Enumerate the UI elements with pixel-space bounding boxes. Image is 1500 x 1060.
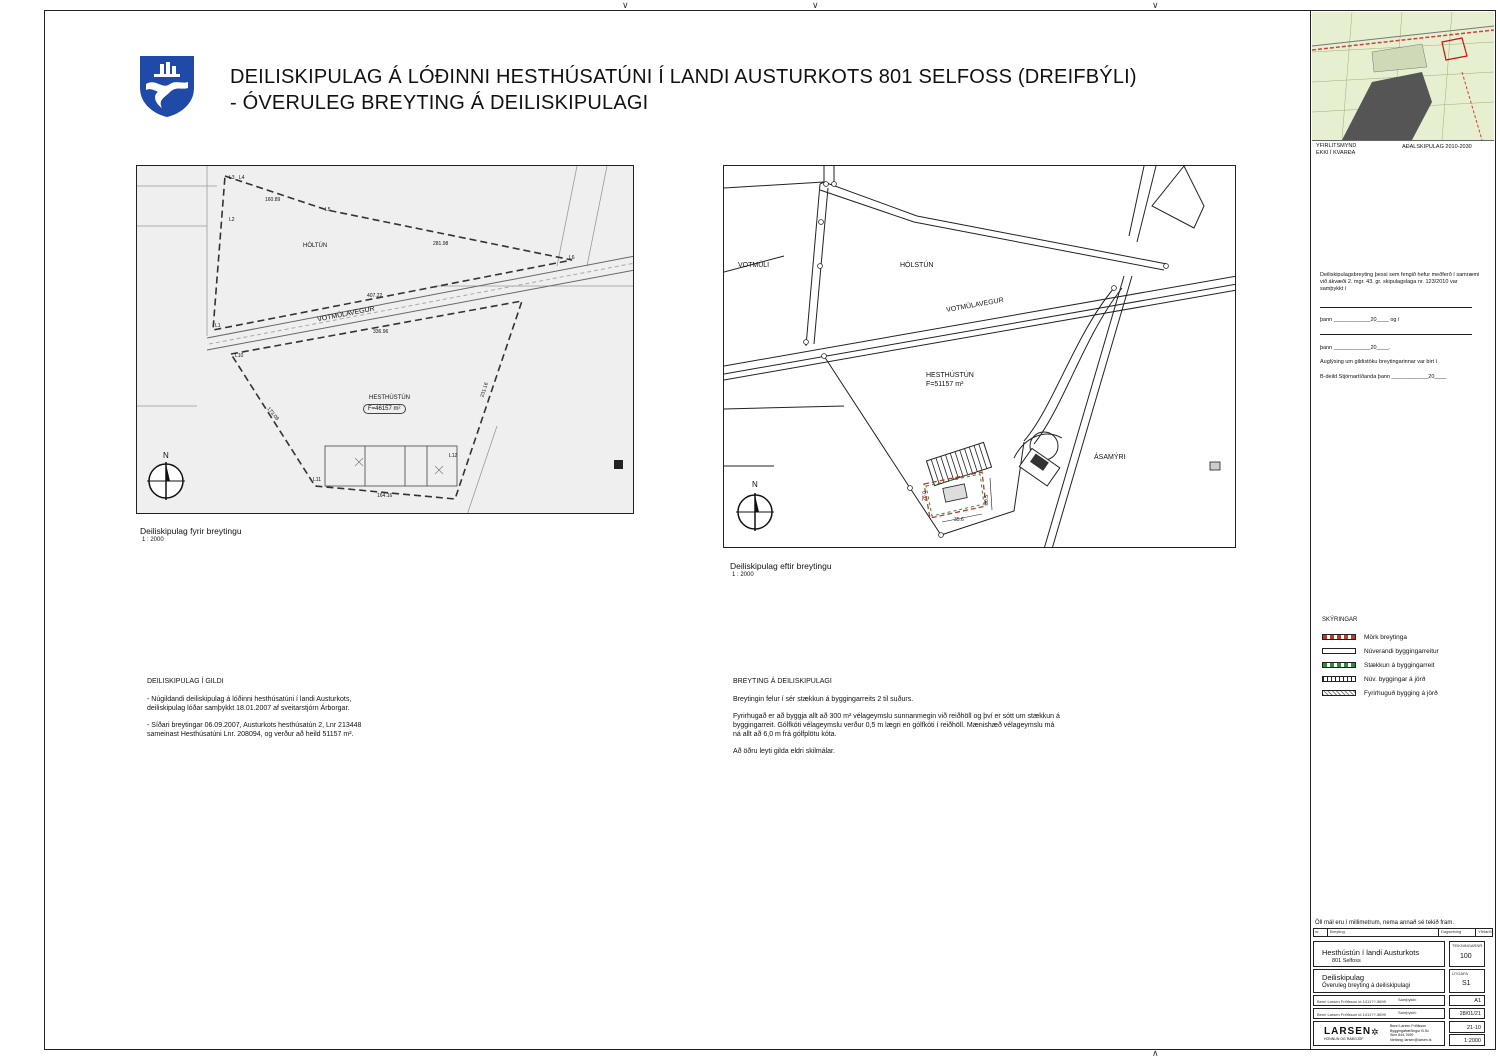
overview-label-right: AÐALSKIPULAG 2010-2030 (1402, 144, 1472, 150)
sheet-box (1313, 969, 1445, 993)
approval-line-1 (1320, 307, 1472, 308)
section-change-p2: Fyrirhugað er að byggja allt að 300 m² vélageymslu sunnanmegin við reiðhöll og því er sótt um stækkun á byggingarreit. Gólfkóti vélageymslu verður 0,5 m lægri en gólfkóti í reiðhöll. Mænishæð vélageymslu má ná allt að 6,0 m frá gólfplötu kóta. (733, 713, 1060, 738)
map-before-drawing (137, 166, 634, 514)
sheet-code-label: ÚTGÁFA (1452, 971, 1469, 976)
drawing-number: 100 (1460, 953, 1472, 960)
caption-after: Deiliskipulag eftir breytingu (730, 561, 832, 571)
section-current-heading: DEILISKIPULAG Í GILDI (147, 678, 224, 685)
pt-l11: L11 (313, 477, 321, 483)
title-line-2: - ÓVERULEG BREYTING Á DEILISKIPULAGI (230, 92, 649, 114)
section-current-p2: - Síðari breytingar 06.09.2007, Austurkots hesthúsatún 2, Lnr 213448 sameinast Hesthúsatúni Lnr. 208094, og verður að heild 51157 m². (147, 722, 362, 738)
section-change-p1: Breytingin felur í sér stækkun á byggingarreits 2 til suðurs. (733, 696, 914, 703)
designer-1: Benri Larsen Friðfsson kt.1411??-5699 (1317, 999, 1386, 1004)
legend-item-existing-buildings (1322, 672, 1482, 686)
section-change-heading: BREYTING Á DEILISKIPULAGI (733, 678, 832, 685)
publication-text: Auglýsing um gildistöku breytingarinnar var birt í (1320, 359, 1438, 365)
pt-l4: L4 (239, 175, 245, 181)
dim-4: 336.96 (373, 329, 389, 335)
legend-label-0: Mörk breytinga (1364, 633, 1407, 641)
sig-label-2: Samþykkt: (1398, 1010, 1417, 1015)
top-tick-1: ∨ (622, 0, 629, 10)
pt-l12: L12 (449, 453, 458, 459)
label-holstun: HÓLSTÚN (900, 262, 934, 269)
project-subtitle: 801 Selfoss (1332, 958, 1361, 964)
legend-label-4: Fyrirhuguð bygging á jörð (1364, 689, 1438, 697)
firm-logo-text: LARSEN (1324, 1026, 1372, 1037)
pt-l10: L10 (235, 353, 244, 359)
firm-box (1313, 1021, 1445, 1046)
scale-value: 1:2000 (1464, 1038, 1481, 1044)
top-tick-2: ∨ (812, 0, 819, 10)
number-box (1449, 1021, 1485, 1033)
section-change-p3: Að öðru leyti gilda eldri skilmálar. (733, 748, 835, 755)
legend-label-1: Núverandi byggingarreitur (1364, 647, 1439, 655)
sheet-title: Deiliskipulag (1322, 973, 1365, 982)
label-hesthustun-after: HESTHÚSTÚN (926, 372, 974, 379)
legend-symbol-red-dash (1322, 634, 1356, 640)
sheet-subtitle: Óveruleg breyting á deiliskipulagi (1322, 983, 1411, 989)
north-label-before: N (163, 451, 169, 460)
units-note: Öll mál eru í millimetrum, nema annað sé tekið fram. (1315, 920, 1455, 926)
sig-label-1: Samþykkt: (1398, 997, 1417, 1002)
drawing-number-label: TEIKNINGARNR. (1452, 943, 1484, 948)
designer-row-1 (1313, 995, 1445, 1006)
label-road-after: VOTMÚLAVEGUR (945, 297, 1005, 315)
map-after (723, 165, 1236, 548)
north-label-after: N (752, 480, 758, 489)
project-box (1313, 941, 1445, 967)
firm-contact: Benri Larsen Friðfsson Byggingafræðingur B.Sc Sími 844-7699 Netfang: larsen@larsen.is (1390, 1024, 1432, 1042)
label-votmuli: VOTMÚLI (738, 262, 770, 269)
legend-label-3: Núv. byggingar á jörð (1364, 675, 1426, 683)
date-box (1449, 1008, 1485, 1019)
existing-building-hatch (926, 442, 991, 485)
designer-row-2 (1313, 1008, 1445, 1019)
firm-logo-icon: ✲ (1371, 1027, 1379, 1037)
dim-3: 407.22 (367, 293, 383, 299)
pt-l6: L6 (569, 255, 575, 261)
rev-col-checked: Yfirfarið (1478, 929, 1492, 934)
label-road-before: VOTMÚLAVEGUR (316, 305, 376, 324)
designer-2: Benri Larsen Friðfsson kt.1411??-5699 (1317, 1012, 1386, 1017)
dim-6: 231.16 (479, 381, 490, 399)
legend-label-2: Stækkun á byggingarreit (1364, 661, 1435, 669)
document-title (230, 64, 1137, 116)
label-area-before: F=46157 m² (363, 404, 406, 414)
title-block-column (1310, 10, 1496, 1050)
scale-box (1449, 1034, 1485, 1046)
map-before (136, 165, 634, 514)
scale-before: 1 : 2000 (142, 537, 164, 543)
overview-label-left: YFIRLITSMYND EKKI Í KVARÐA (1316, 143, 1357, 156)
sheet-code: S1 (1462, 980, 1471, 987)
overview-map (1312, 12, 1494, 141)
dim-after-1: 35.6 (954, 517, 964, 523)
section-current-p1: - Núgildandi deiliskipulag á lóðinni hesthúsatúni í landi Austurkots, deiliskipulag lóðar samþykkt 18.01.2007 af sveitarstjórn Árborgar. (147, 696, 352, 712)
section-current-plan (147, 677, 377, 739)
dim-1: 160.89 (265, 197, 281, 203)
title-line-1: DEILISKIPULAG Á LÓÐINNI HESTHÚSATÚNI Í LANDI AUSTURKOTS 801 SELFOSS (DREIFBÝLI) (230, 66, 1137, 88)
legend-item-expansion (1322, 658, 1482, 672)
caption-before: Deiliskipulag fyrir breytingu (140, 526, 242, 536)
approval-text: Deiliskipulagsbreyting þessi sem fengið hefur meðferð í samræmi við ákvæði 2. mgr. 43. gr. skipulagslaga nr. 123/2010 var samþykkt í (1320, 272, 1480, 292)
pt-l5: L5 (325, 207, 331, 213)
legend (1322, 616, 1482, 700)
municipal-crest-icon (138, 54, 196, 118)
approval-line-2 (1320, 334, 1472, 335)
approval-date-b: þann ____________20____. (1320, 345, 1391, 351)
legend-item-proposed-building (1322, 686, 1482, 700)
project-number: 21-10 (1466, 1025, 1481, 1031)
map-after-drawing (724, 166, 1236, 548)
paper-box (1449, 995, 1485, 1006)
overview-map-drawing (1312, 12, 1494, 140)
top-tick-3: ∨ (1152, 0, 1159, 10)
dim-7: 164.16 (377, 493, 393, 499)
rev-col-date: Dagsetning (1439, 929, 1476, 936)
dim-5: 173.08 (265, 406, 280, 422)
revision-table-header (1313, 928, 1493, 937)
sheet-code-box (1449, 969, 1485, 993)
rev-col-nr: nr. (1314, 929, 1328, 936)
label-area-after: F=51157 m² (926, 381, 964, 388)
pt-l3: L3 (229, 175, 235, 181)
drawing-number-box (1449, 941, 1485, 967)
paper-size: A1 (1474, 998, 1481, 1004)
firm-subtitle: HÖNNUN OG RÁÐGJÖF (1324, 1037, 1364, 1041)
north-arrow-after-icon (736, 493, 774, 531)
legend-symbol-diagonal (1322, 690, 1356, 696)
legend-symbol-hatch (1322, 676, 1356, 682)
legend-title: SKÝRINGAR (1322, 617, 1358, 623)
label-hesthustun-before: HESTHÚSTÚN (369, 395, 411, 401)
dim-2: 281.98 (433, 241, 449, 247)
pt-l1: L1 (215, 323, 221, 329)
dim-after-2: 30.5 (983, 495, 990, 505)
legend-item-change-boundary (1322, 630, 1482, 644)
legend-item-existing-reit (1322, 644, 1482, 658)
label-holtun: HÓLTÚN (303, 243, 328, 249)
rev-col-change: Breyting (1328, 929, 1439, 936)
label-asamyri: ÁSAMÝRI (1094, 454, 1126, 461)
project-title: Hesthústún í landi Austurkots (1322, 948, 1420, 957)
scale-after: 1 : 2000 (732, 572, 754, 578)
legend-symbol-solid (1322, 648, 1356, 654)
approval-date-a: þann ____________20____ og í (1320, 317, 1400, 323)
bottom-tick: ∧ (1152, 1048, 1159, 1058)
dim-after-3: 26.0 (921, 491, 928, 501)
date-value: 28/01/21 (1459, 1011, 1481, 1017)
pt-l2: L2 (229, 217, 235, 223)
publication-date: B-deild Stjórnartíðanda þann ____________20____ (1320, 374, 1447, 380)
section-change (733, 677, 1063, 756)
legend-symbol-green-dash (1322, 662, 1356, 668)
